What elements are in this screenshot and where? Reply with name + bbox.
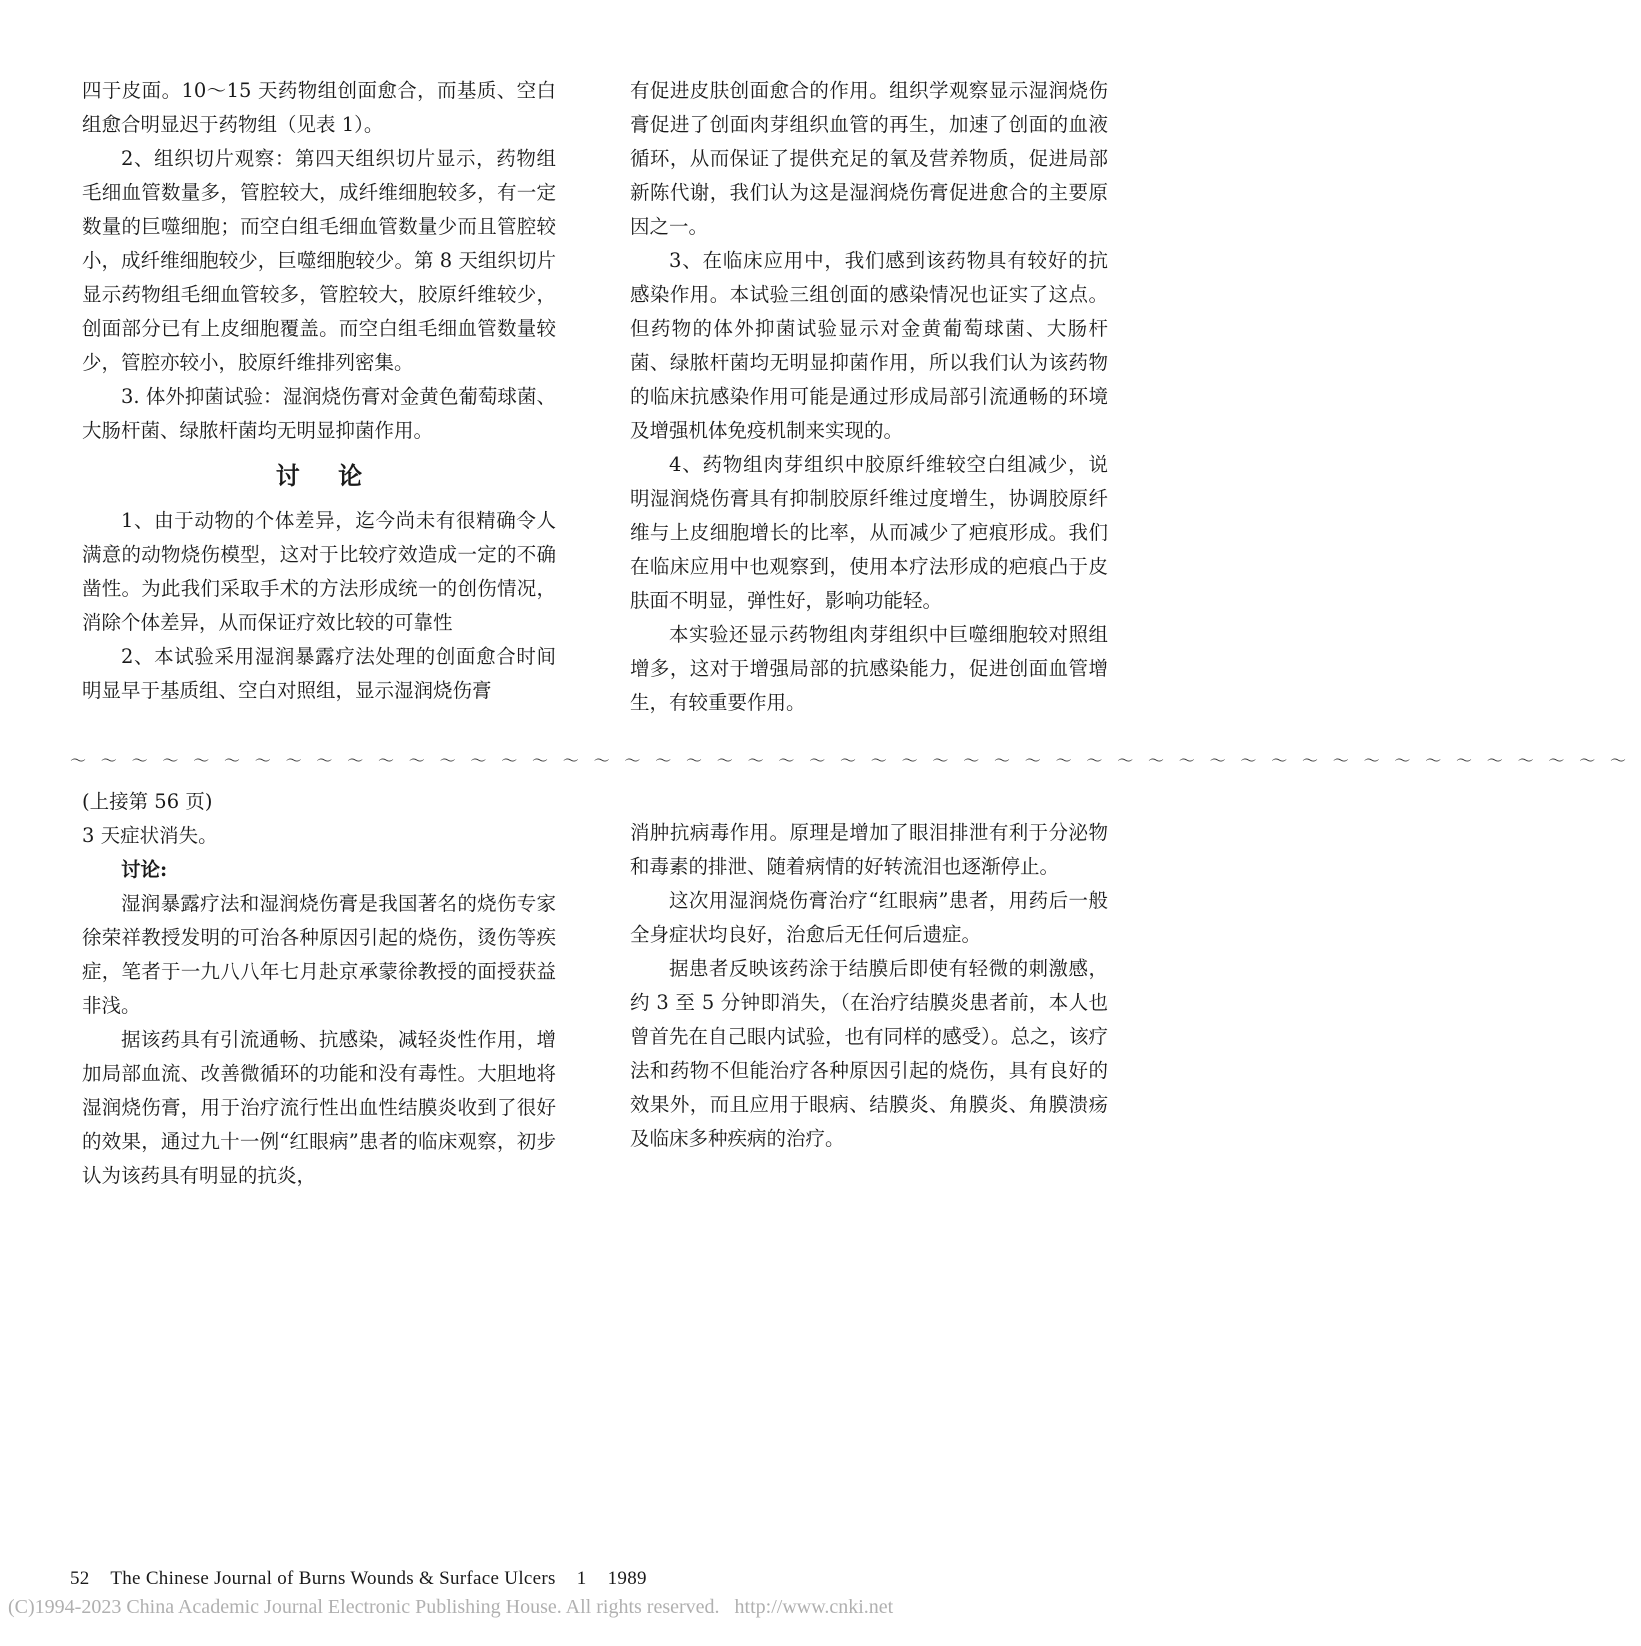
article-divider: ～～～～～～～～～～～～～～～～～～～～～～～～～～～～～～～～～～～～～～～～～～～～～～～～～～～ (70, 751, 1641, 770)
paragraph: 据患者反映该药涂于结膜后即使有轻微的刺激感，约 3 至 5 分钟即消失，（在治疗结膜炎患者前，本人也曾首先在自己眼内试验，也有同样的感受）。总之，该疗法和药物不但能治疗各种原因引起的烧伤，具有良好的效果外，而且应用于眼病、结膜炎、角膜炎、角膜溃疡及临床多种疾病的治疗。 (630, 957, 1108, 1150)
top-left-column (82, 74, 556, 708)
paragraph: 消肿抗病毒作用。原理是增加了眼泪排泄有利于分泌物和毒素的排泄、随着病情的好转流泪也逐渐停止。 (630, 821, 1108, 878)
year: 1989 (607, 1568, 647, 1589)
paragraph: 本实验还显示药物组肉芽组织中巨噬细胞较对照组增多，这对于增强局部的抗感染能力，促进创面血管增生，有较重要作用。 (630, 623, 1108, 714)
paragraph: 2、组织切片观察：第四天组织切片显示，药物组毛细血管数量多，管腔较大，成纤维细胞较多，有一定数量的巨噬细胞；而空白组毛细血管数量少而且管腔较小，成纤维细胞较少，巨噬细胞较少。第 8 天组织切片显示药物组毛细血管较多，管腔较大，胶原纤维较少，创面部分已有上皮细胞覆盖。而空白组毛细血管数量较少，管腔亦较小，胶原纤维排列密集。 (82, 147, 556, 374)
paragraph: 湿润暴露疗法和湿润烧伤膏是我国著名的烧伤专家徐荣祥教授发明的可治各种原因引起的烧伤，烫伤等疾症，笔者于一九八八年七月赴京承蒙徐教授的面授获益非浅。 (82, 892, 556, 1017)
paragraph: 3 天症状消失。 (82, 824, 218, 847)
top-right-column (630, 74, 1108, 720)
paragraph: 3、在临床应用中，我们感到该药物具有较好的抗感染作用。本试验三组创面的感染情况也证实了这点。但药物的体外抑菌试验显示对金黄葡萄球菌、大肠杆菌、绿脓杆菌均无明显抑菌作用，所以我们认为该药物的临床抗感染作用可能是通过形成局部引流通畅的环境及增强机体免疫机制来实现的。 (630, 249, 1108, 442)
paragraph: 2、本试验采用湿润暴露疗法处理的创面愈合时间明显早于基质组、空白对照组，显示湿润烧伤膏 (82, 645, 556, 702)
journal-name: The Chinese Journal of Burns Wounds & Surface Ulcers (110, 1568, 556, 1589)
paragraph: 3. 体外抑菌试验：湿润烧伤膏对金黄色葡萄球菌、大肠杆菌、绿脓杆菌均无明显抑菌作用。 (82, 385, 556, 442)
bottom-left-column (82, 785, 556, 1193)
bottom-right-column (630, 816, 1108, 1156)
issue-number: 1 (576, 1568, 587, 1589)
paragraph: 有促进皮肤创面愈合的作用。组织学观察显示湿润烧伤膏促进了创面肉芽组织血管的再生，加速了创面的血液循环，从而保证了提供充足的氧及营养物质，促进局部新陈代谢，我们认为这是湿润烧伤膏促进愈合的主要原因之一。 (630, 79, 1108, 238)
continued-note: (上接第 56 页) (82, 790, 213, 813)
cnki-link[interactable]: http://www.cnki.net (734, 1596, 894, 1618)
discussion-subheading: 讨论: (121, 858, 168, 881)
paragraph: 四于皮面。10～15 天药物组创面愈合，而基质、空白组愈合明显迟于药物组（见表 1）。 (82, 79, 556, 136)
copyright-text: (C)1994-2023 China Academic Journal Electronic Publishing House. All rights reserved. (8, 1596, 720, 1618)
page-number: 52 (70, 1568, 90, 1589)
paragraph: 这次用湿润烧伤膏治疗“红眼病”患者，用药后一般全身症状均良好，治愈后无任何后遗症。 (630, 889, 1108, 946)
paragraph: 据该药具有引流通畅、抗感染，减轻炎性作用，增加局部血流、改善微循环的功能和没有毒性。大胆地将湿润烧伤膏，用于治疗流行性出血性结膜炎收到了很好的效果，通过九十一例“红眼病”患者的临床观察，初步认为该药具有明显的抗炎， (82, 1028, 556, 1187)
paragraph: 4、药物组肉芽组织中胶原纤维较空白组减少，说明湿润烧伤膏具有抑制胶原纤维过度增生，协调胶原纤维与上皮细胞增长的比率，从而减少了疤痕形成。我们在临床应用中也观察到，使用本疗法形成的疤痕凸于皮肤面不明显，弹性好，影响功能轻。 (630, 453, 1108, 612)
section-heading: 讨论 (275, 461, 401, 490)
copyright-notice (8, 1596, 893, 1619)
page-footer (70, 1568, 663, 1590)
paragraph: 1、由于动物的个体差异，迄今尚未有很精确令人满意的动物烧伤模型，这对于比较疗效造成一定的不确凿性。为此我们采取手术的方法形成统一的创伤情况，消除个体差异，从而保证疗效比较的可靠性 (82, 509, 556, 634)
